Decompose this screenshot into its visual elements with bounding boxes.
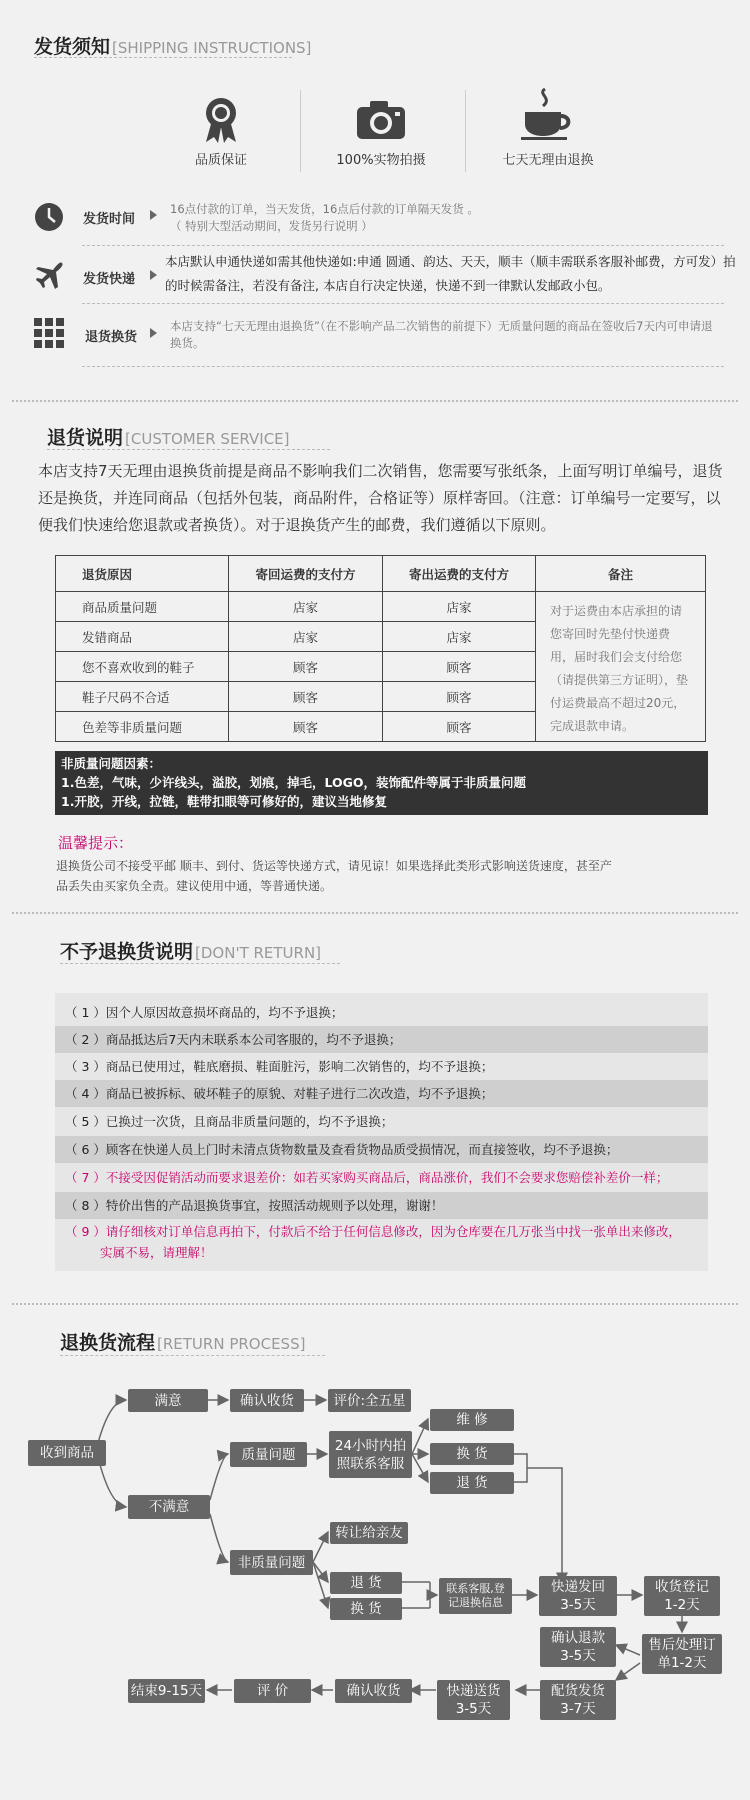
divider [300,90,301,172]
ribbon-badge-icon [202,96,240,148]
return-policy-paragraph: 本店支持7天无理由退换货前提是商品不影响我们二次销售，您需要写张纸条，上面写明订单编号，退货还是换货，并连同商品（包括外包装，商品附件，合格证等）原样寄回。（注意：订单编号一定要写，以便我们快速给您退款或者换货）。对于退换货产生的邮费，我们遵循以下原则。 [38,462,723,534]
divider [60,963,340,964]
list-item [55,1221,708,1263]
row-text: 本店支持“七天无理由退换货”（在不影响产品二次销售的前提下）无质量问题的商品在签收后7天内可申请退换货。 [170,319,713,350]
flow-node-unsatisfied: 不满意 [128,1495,210,1519]
non-quality-box [55,751,708,815]
arrow-right-icon [150,270,157,280]
arrow-right-icon [150,328,157,338]
table-cell: 店家 [383,592,536,622]
table-header: 备注 [536,556,706,592]
flow-node-contact-service: 24小时内拍 照联系客服 [329,1431,412,1478]
table-cell: 顾客 [383,652,536,682]
divider [82,303,724,304]
list-item: （ 7 ）不接受因促销活动而要求退差价：如若买家购买商品后，商品涨价，我们不会要求您赔偿补差价一样； [65,1170,669,1185]
process-title-en: [RETURN PROCESS] [157,1335,306,1353]
feature-label: 100%实物拍摄 [336,153,426,168]
table-cell: 顾客 [383,712,536,742]
flow-node-confirm-receipt-2: 确认收货 [335,1679,412,1703]
section-divider [12,912,738,914]
flow-node-check-in: 收货登记 1-2天 [644,1576,720,1616]
flow-node-return-2: 退 货 [330,1572,402,1594]
flow-node-return: 退 货 [430,1472,514,1494]
flow-node-transfer: 转让给亲友 [330,1522,408,1544]
divider [465,90,466,172]
feature-label: 七天无理由退换 [502,153,594,168]
flow-connectors [0,1370,750,1730]
flow-node-confirm-refund: 确认退款 3-5天 [540,1627,616,1667]
flow-node-quality-issue: 质量问题 [230,1442,307,1467]
airplane-icon [34,260,66,296]
table-header: 退货原因 [56,556,229,592]
flow-node-end: 结束9-15天 [128,1679,205,1703]
table-cell: 鞋子尺码不合适 [56,682,229,712]
divider [60,1355,325,1356]
non-quality-title: 非质量问题因素： [61,756,162,771]
section-divider [12,400,738,402]
flow-node-deliver: 快递送货 3-5天 [437,1680,510,1720]
list-item: （ 5 ）已换过一次货，且商品非质量问题的，均不予退换； [65,1114,394,1129]
list-item: （ 3 ）商品已使用过，鞋底磨损、鞋面脏污，影响二次销售的，均不予退换； [65,1059,494,1074]
flow-node-non-quality-issue: 非质量问题 [230,1550,313,1575]
row-text: 本店默认申通快递如需其他快递如:申通 圆通、韵达、天天，顺丰（顺丰需联系客服补邮费，方可发）拍的时候需备注，若没有备注, 本店自行决定快递，快递不到一律默认发邮政小包。 [165,254,736,293]
table-header-row [56,556,706,592]
list-item: （ 8 ）特价出售的产品退换货事宜，按照活动规则予以处理，谢谢！ [55,1192,708,1219]
customer-title-en: [CUSTOMER SERVICE] [125,430,290,448]
feature-label: 品质保证 [194,153,247,168]
row-label: 发货快递 [83,272,136,287]
table-cell: 您不喜欢收到的鞋子 [56,652,229,682]
list-item: （ 2 ）商品抵达后7天内未联系本公司客服的，均不予退换； [55,1026,708,1053]
table-header: 寄出运费的支付方 [383,556,536,592]
clock-icon [34,202,64,236]
flow-node-receive: 收到商品 [28,1440,106,1466]
flow-node-send-back: 快递发回 3-5天 [539,1576,617,1616]
section-divider [12,1303,738,1305]
flow-node-after-sales: 售后处理订 单1-2天 [642,1634,722,1674]
table-cell: 店家 [383,622,536,652]
list-item: （ 6 ）顾客在快递人员上门时未清点货物数量及查看货物品质受损情况，而直接签收，均不予退换； [55,1136,708,1163]
process-title: 退换货流程 [RETURN PROCESS] [60,1332,306,1354]
table-cell: 顾客 [229,682,383,712]
list-item: （ 4 ）商品已被拆标、破坏鞋子的原貌、对鞋子进行二次改造，均不予退换； [55,1080,708,1107]
shipping-title: 发货须知 [SHIPPING INSTRUCTIONS] [34,36,312,58]
table-cell: 商品质量问题 [56,592,229,622]
row-label: 发货时间 [83,212,136,227]
list-item: （ 1 ）因个人原因故意损坏商品的，均不予退换； [65,1005,344,1020]
table-cell: 顾客 [383,682,536,712]
table-cell: 店家 [229,622,383,652]
dont-return-title-en: [DON'T RETURN] [195,944,322,962]
flow-node-ship: 配货发货 3-7天 [540,1680,616,1720]
dont-return-title: 不予退换货说明 [DON'T RETURN] [60,941,322,963]
customer-title: 退货说明 [CUSTOMER SERVICE] [47,427,290,449]
shipping-title-en: [SHIPPING INSTRUCTIONS] [112,39,312,57]
table-note: 对于运费由本店承担的请您寄回时先垫付快递费用，届时我们会支付给您（请提供第三方证明），垫付运费最高不超过20元，完成退款申请。 [536,592,706,742]
warm-tip-title: 温馨提示： [58,834,134,852]
table-cell: 发错商品 [56,622,229,652]
camera-icon [355,99,407,145]
arrow-right-icon [150,210,157,220]
divider [34,57,292,58]
flow-node-repair: 维 修 [430,1409,514,1431]
row-text: 16点付款的订单，当天发货，16点后付款的订单隔天发货 。 （ 特别大型活动期间，发货另行说明 ） [170,202,479,233]
non-quality-line: 1.开胶，开线，拉链，鞋带扣眼等可修好的，建议当地修复 [61,794,387,809]
flow-node-rate-five-star: 评价:全五星 [328,1389,411,1412]
flow-node-exchange: 换 货 [430,1443,514,1465]
flow-node-satisfied: 满意 [128,1389,208,1412]
divider [47,449,330,450]
table-header: 寄回运费的支付方 [229,556,383,592]
grid-icon [34,318,64,352]
table-cell: 顾客 [229,712,383,742]
table-cell: 店家 [229,592,383,622]
coffee-cup-icon [517,86,573,146]
flow-node-confirm-receipt: 确认收货 [230,1389,304,1412]
divider [82,366,724,367]
list-item-line: （ 9 ）请仔细核对订单信息再拍下，付款后不给于任何信息修改，因为仓库要在几万张当中找一张单出来修改， [65,1224,681,1239]
flow-node-exchange-2: 换 货 [330,1598,402,1620]
divider [82,245,724,246]
table-cell: 色差等非质量问题 [56,712,229,742]
non-quality-line: 1.色差，气味，少许线头，溢胶，划痕，掉毛，LOGO，装饰配件等属于非质量问题 [61,775,526,790]
table-cell: 顾客 [229,652,383,682]
flow-node-register-info: 联系客服,登 记退换信息 [439,1578,512,1614]
warm-tip-text: 退换货公司不接受平邮 顺丰、到付、货运等快递方式，请见谅！如果选择此类形式影响送货速度，甚至产品丢失由买家负全责。建议使用中通，等普通快递。 [56,859,612,893]
list-item-line: 实属不易，请理解！ [100,1245,213,1260]
table-row [56,592,706,622]
flow-node-rate: 评 价 [234,1679,311,1703]
return-fee-table [55,555,706,742]
row-label: 退货换货 [85,330,138,345]
